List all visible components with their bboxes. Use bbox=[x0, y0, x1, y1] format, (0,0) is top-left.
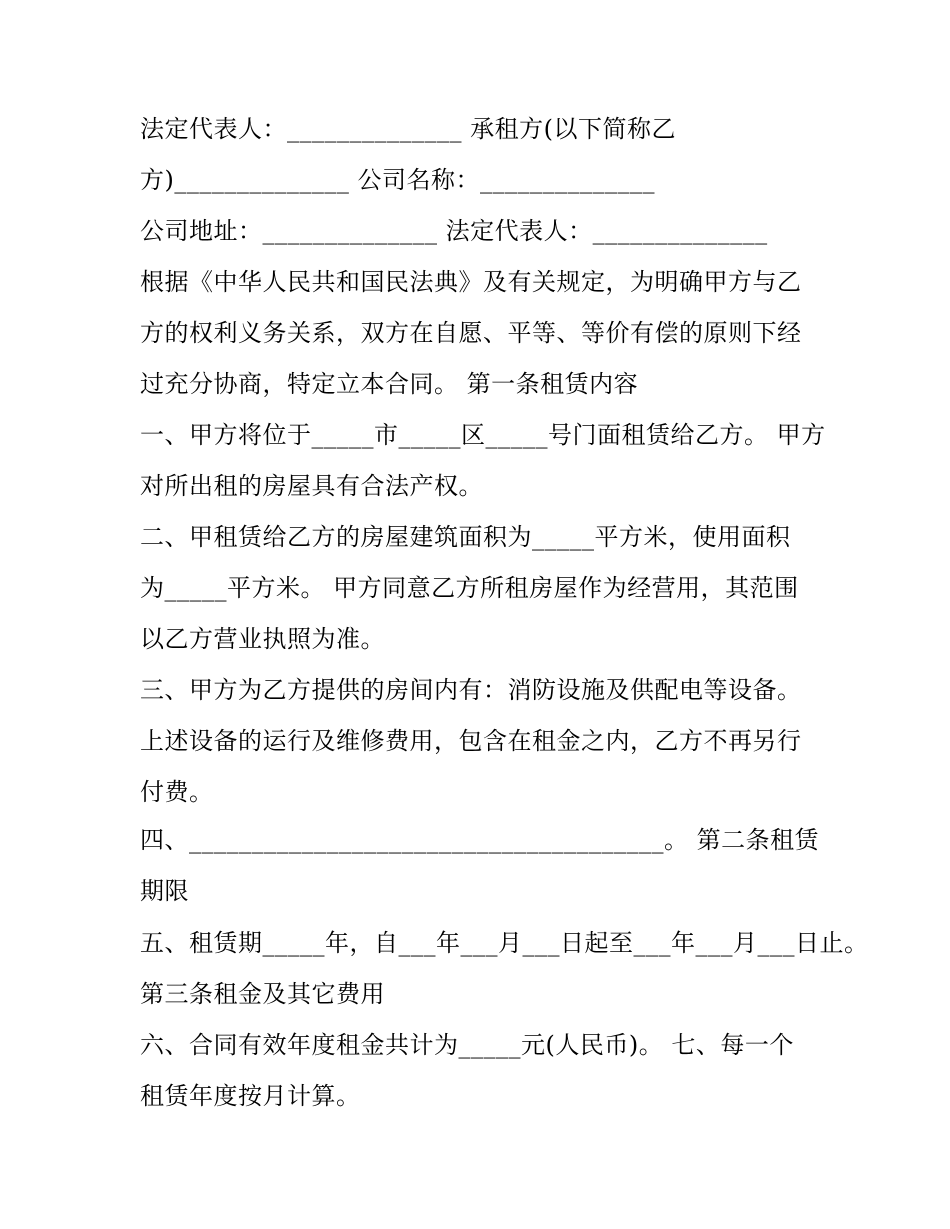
text-line-preamble-2: 方的权利义务关系，双方在自愿、平等、等价有偿的原则下经 bbox=[140, 319, 802, 347]
text-line-clause-1b: 对所出租的房屋具有合法产权。 bbox=[140, 472, 483, 500]
text-line-legal-representative-lessee: 法定代表人：______________ 承租方(以下简称乙 bbox=[140, 115, 676, 143]
text-line-clause-3b: 上述设备的运行及维修费用，包含在租金之内，乙方不再另行 bbox=[140, 727, 802, 755]
text-line-clause-2a: 二、甲租赁给乙方的房屋建筑面积为_____平方米，使用面积 bbox=[140, 523, 791, 551]
text-line-clause-2c: 以乙方营业执照为准。 bbox=[140, 625, 385, 653]
text-line-clause-4: 四、______________________________________。 第二条租赁 bbox=[140, 826, 820, 854]
text-line-company-address: 公司地址：______________ 法定代表人：______________ bbox=[140, 217, 768, 245]
text-line-clause-5: 五、租赁期_____年，自___年___月___日起至___年___月___日止。 bbox=[140, 929, 869, 957]
text-line-clause-3a: 三、甲方为乙方提供的房间内有：消防设施及供配电等设备。 bbox=[140, 676, 802, 704]
text-line-term-heading: 期限 bbox=[140, 877, 189, 905]
text-line-clause-7b: 租赁年度按月计算。 bbox=[140, 1082, 361, 1110]
text-line-preamble-3: 过充分协商，特定立本合同。 第一条租赁内容 bbox=[140, 370, 639, 398]
text-line-preamble-1: 根据《中华人民共和国民法典》及有关规定，为明确甲方与乙 bbox=[140, 268, 802, 296]
text-line-company-name: 方)______________ 公司名称：______________ bbox=[140, 166, 655, 194]
text-line-clause-1a: 一、甲方将位于_____市_____区_____号门面租赁给乙方。 甲方 bbox=[140, 421, 826, 449]
text-line-clause-3c: 付费。 bbox=[140, 778, 214, 806]
text-line-clause-2b: 为_____平方米。 甲方同意乙方所租房屋作为经营用，其范围 bbox=[140, 574, 799, 602]
text-line-clause-6-7: 六、合同有效年度租金共计为_____元(人民币)。 七、每一个 bbox=[140, 1031, 794, 1059]
text-line-rent-heading: 第三条租金及其它费用 bbox=[140, 980, 385, 1008]
